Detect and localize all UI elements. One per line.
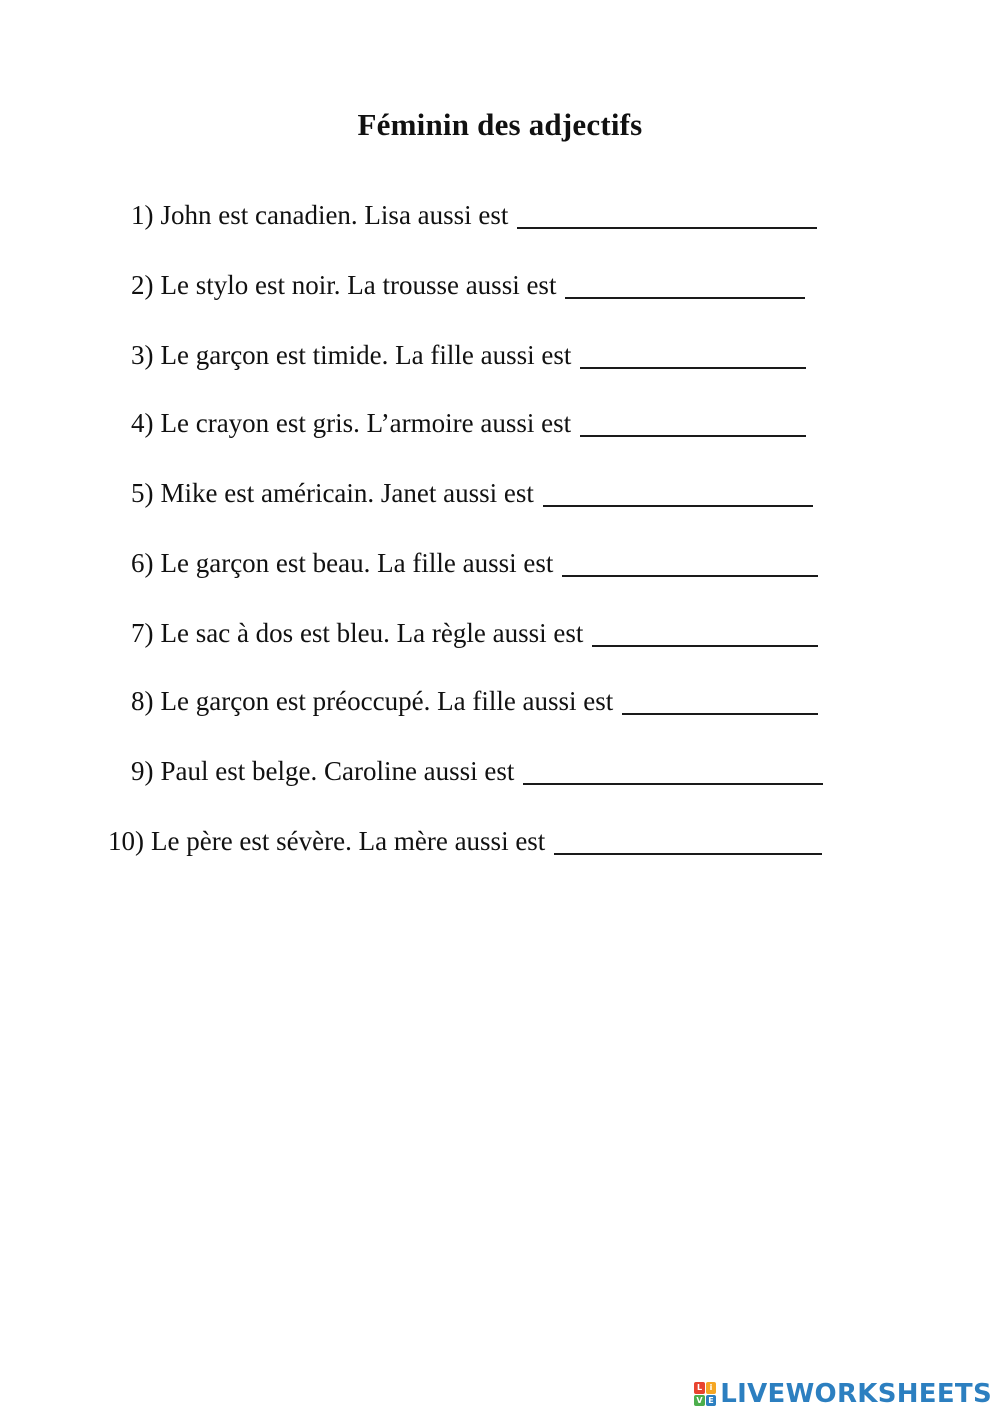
exercise-item [131, 476, 813, 509]
answer-blank[interactable] [517, 203, 817, 229]
answer-blank[interactable] [622, 689, 818, 715]
logo-badge-letter: E [706, 1395, 717, 1407]
answer-blank[interactable] [543, 481, 813, 507]
item-sentence: Le garçon est timide. La fille aussi est [160, 340, 572, 370]
item-sentence: Le stylo est noir. La trousse aussi est [160, 270, 557, 300]
answer-blank[interactable] [592, 621, 818, 647]
item-sentence: Le sac à dos est bleu. La règle aussi est [160, 618, 584, 648]
exercise-item [108, 824, 822, 857]
answer-blank[interactable] [580, 343, 806, 369]
item-number: 7) [131, 618, 154, 648]
page-title: Féminin des adjectifs [357, 106, 643, 142]
logo-badge-letter: V [694, 1395, 705, 1407]
logo-badge-letter: i [706, 1382, 717, 1394]
logo-text: LIVEWORKSHEETS [720, 1379, 992, 1409]
answer-blank[interactable] [580, 411, 806, 437]
exercise-item [131, 754, 823, 787]
exercise-item [131, 406, 806, 439]
answer-blank[interactable] [562, 551, 818, 577]
item-number: 6) [131, 548, 154, 578]
item-number: 8) [131, 686, 154, 716]
item-number: 9) [131, 756, 154, 786]
item-sentence: John est canadien. Lisa aussi est [160, 200, 509, 230]
item-number: 4) [131, 408, 154, 438]
item-sentence: Le garçon est préoccupé. La fille aussi est [160, 686, 614, 716]
exercise-item [131, 616, 818, 649]
item-sentence: Le père est sévère. La mère aussi est [151, 826, 546, 856]
answer-blank[interactable] [523, 759, 823, 785]
item-number: 3) [131, 340, 154, 370]
answer-blank[interactable] [565, 273, 805, 299]
item-number: 2) [131, 270, 154, 300]
logo-badge-icon [694, 1382, 716, 1406]
item-sentence: Le garçon est beau. La fille aussi est [160, 548, 554, 578]
exercise-item [131, 684, 818, 717]
logo-badge-letter: L [694, 1382, 705, 1394]
exercise-item [131, 338, 806, 371]
exercise-item [131, 268, 805, 301]
exercise-item [131, 546, 818, 579]
item-sentence: Le crayon est gris. L’armoire aussi est [160, 408, 572, 438]
item-sentence: Mike est américain. Janet aussi est [160, 478, 534, 508]
exercise-item [131, 198, 817, 231]
item-number: 1) [131, 200, 154, 230]
item-number: 10) [108, 826, 144, 856]
answer-blank[interactable] [554, 829, 822, 855]
item-sentence: Paul est belge. Caroline aussi est [160, 756, 515, 786]
liveworksheets-logo [694, 1379, 992, 1409]
item-number: 5) [131, 478, 154, 508]
